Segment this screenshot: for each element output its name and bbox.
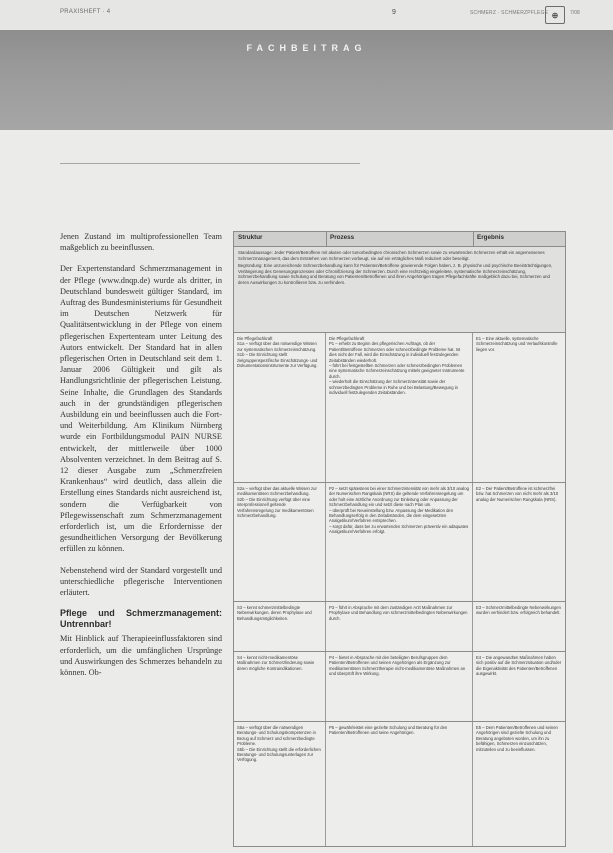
cell-prozess: P4 – bietet in Absprache mit den beteiligten Berufsgruppen dem Patienten/Betroffenen und seinen Angehörigen als Ergänzung zur medikamentösen Schmerztherapie nicht-medikamentöse Maßnahmen an und überprüft ihre Wirkung. xyxy=(326,652,473,721)
paragraph: Nebenstehend wird der Standard vorgestellt und unterschiedliche pflegerische Interventionen erläutert. xyxy=(60,565,222,598)
publisher-logo-icon: ⊕ xyxy=(545,6,565,24)
table-row xyxy=(234,652,565,722)
cell-struktur: S2a – verfügt über das aktuelle Wissen zur medikamentösen Schmerzbehandlung. S2b – Die Einrichtung verfügt über eine interprofessionell geltende Verfahrensregelung zur medikamentösen Schmerzbehandlung. xyxy=(234,483,326,601)
cell-ergebnis: E5 – Dem Patienten/Betroffenen und seinen Angehörigen sind gezielte Schulung und Beratung angeboten worden, um ihn zu befähigen, Schmerzen einzuschätzen, mitzuteilen und zu beeinflussen. xyxy=(476,725,558,752)
cell-ergebnis: E2 – Der Patient/Betroffene ist schmerzfrei bzw. hat Schmerzen von nicht mehr als 3/10 analog der Numerischen Rangskala (NRS). xyxy=(476,486,559,502)
table-header xyxy=(234,232,565,247)
cell-ergebnis: E1 – Eine aktuelle, systematische Schmerzeinschätzung und Verlaufskontrolle liegen vor. xyxy=(476,336,558,352)
column-header-struktur: Struktur xyxy=(238,234,263,241)
column-header-prozess: Prozess xyxy=(330,234,355,241)
cell-prozess: P3 – führt in Absprache mit dem zuständigen Arzt Maßnahmen zur Prophylaxe und Behandlung von schmerzmittelbedingten Nebenwirkungen durch. xyxy=(326,602,473,651)
table-row xyxy=(234,602,565,652)
cell-prozess: P5 – gewährleistet eine gezielte Schulung und Beratung für den Patienten/Betroffenen und seine Angehörigen. xyxy=(326,722,473,846)
cell-ergebnis: E4 – Die angewandten Maßnahmen haben sich positiv auf die Schmerzsituation und/oder die Eigenaktivität des Patienten/Betroffenen ausgewirkt. xyxy=(476,655,562,677)
cell-prozess: Die Pflegefachkraft P1 – erhebt zu Beginn des pflegerischen Auftrags, ob der Patient/Betroffene Schmerzen oder schmerzbedingte Probleme hat. Ist dies nicht der Fall, wird die Einschätzung in individuell festzulegenden Zeitabständen wiederholt. – führt bei festgestellten Schmerzen oder schmerzbedingten Problemen eine systematische Schmerzeinschätzung mittels geeigneter Instrumente durch. – wiederholt die Einschätzung der Schmerzintensität sowie der schmerzbedingten Probleme in Ruhe und bei Belastung/Bewegung in individuell festzulegenden Zeitabständen. xyxy=(326,333,473,482)
cell-struktur: S5a – verfügt über die notwendigen Beratungs- und Schulungskompetenzen in Bezug auf Schmerz und schmerzbedingte Probleme. S5b – Die Einrichtung stellt die erforderlichen Beratungs- und Schulungsunterlagen zur Verfügung. xyxy=(234,722,326,846)
cell-struktur: Die Pflegefachkraft S1a – verfügt über das notwendige Wissen zur systematischen Schmerzeinschätzung. S1b – Die Einrichtung stellt zielgruppenspezifische Einschätzungs- und Dokumentationsinstrumente zur Verfügung. xyxy=(234,333,326,482)
cell-struktur: S4 – kennt nicht-medikamentöse Maßnahmen zur Schmerzlinderung sowie deren mögliche Kontraindikationen. xyxy=(234,652,326,721)
column-divider xyxy=(326,232,327,246)
journal-issue: PRAXISHEFT · 4 xyxy=(60,9,111,15)
table-row xyxy=(234,722,565,846)
section-label: SCHMERZ · SCHMERZPFLEGE xyxy=(470,10,549,16)
paragraph: Jenen Zustand im multiprofessionellen Team maßgeblich zu beeinflussen. xyxy=(60,232,222,253)
standard-definition xyxy=(234,247,565,333)
table-row xyxy=(234,483,565,602)
standard-statement: Standardaussage: Jeder Patient/Betroffene mit akuten oder tumorbedingten chronischen Schmerzen sowie zu erwartenden Schmerzen erhält ein angemessenes Schmerzmanagement, das dem Entstehen von Schmerzen vorbeugt, sie auf ein erträgliches Maß reduziert oder beseitigt. xyxy=(238,250,545,261)
cell-ergebnis: E3 – Schmerzmittelbedingte Nebenwirkungen wurden verhindert bzw. erfolgreich behandelt. xyxy=(476,605,561,616)
column-header-ergebnis: Ergebnis xyxy=(477,234,504,241)
issue-code: 7/08 xyxy=(570,10,580,16)
standard-rationale: Begründung: Eine unzureichende Schmerzbehandlung kann für Patienten/Betroffene gravierende Folgen haben, z. B. physische und psychische Beeinträchtigungen, Verlängerung des Genesungsprozesses oder Chronifizierung der Schmerzen. Durch eine rechtzeitig eingeleitete, systematische Schmerzeinschätzung, Schmerzbehandlung sowie Schulung und Beratung von Patienten/Betroffenen und ihren Angehörigen tragen Pflegefachkräfte maßgeblich dazu bei, Schmerzen und deren Auswirkungen zu kontrollieren bzw. zu verhindern. xyxy=(238,263,553,285)
paragraph: Mit Hinblick auf Therapieeinflussfaktoren sind erforderlich, um die umfänglichen Ursprünge und Auswirkungen des Schmerzes behandeln zu können. Ob- xyxy=(60,634,222,677)
band-title: FACHBEITRAG xyxy=(246,43,367,53)
article-body xyxy=(60,231,222,688)
divider xyxy=(60,163,360,164)
page-number: 9 xyxy=(392,9,396,16)
standard-table xyxy=(233,231,566,847)
paragraph: Der Expertenstandard Schmerzmanagement in der Pflege (www.dnqp.de) wurde als dritter, in Deutschland bundesweit gültiger Standard, im Auftrag des Bundesministeriums für Gesundheit im Deutschen Netzwerk für Qualitätsentwicklung in der Pflege von einem pflegerischen Expertenteam unter Leitung des Autors entwickelt. Der Standard hat in allen pflegerischen Orten in Deutschland seit dem 1. Januar 2006 Gültigkeit und gilt als Handlungsrichtlinie der pflegerischen Leistung. Seine Inhalte, die Grundlagen des Standards auch in der grundständigen pflegerischen Ausbildung ein und beeinflussen auch die Fort- und Weiterbildung. Am Klinikum Nürnberg wurde ein Fortbildungsmodul PAIN NURSE entwickelt, der mittlerweile über 1000 Absolventen verzeichnet. In dem Beitrag auf S. 12 dieser Ausgabe zum „Schmerzfreien Krankenhaus“ wird deutlich, dass allein die Erstellung eines Standards nicht ausreichend ist, sondern die Verfügbarkeit von Pflegewissenschaft zum Schmerzmanagement erforderlich ist, um die Erfordernisse der gesundheitlichen Versorgung der Bevölkerung erfüllen zu können. xyxy=(60,264,222,554)
section-heading: Pflege und Schmerzmanagement: Untrennbar! xyxy=(60,608,222,630)
table-row xyxy=(234,333,565,483)
column-divider xyxy=(473,232,474,246)
cell-struktur: S3 – kennt schmerzmittelbedingte Nebenwirkungen, deren Prophylaxe und Behandlungsmöglichkeiten. xyxy=(234,602,326,651)
page-header xyxy=(0,0,613,31)
cell-prozess: P2 – setzt spätestens bei einer Schmerzintensität von mehr als 3/10 analog der Numerischen Rangskala (NRS) die geltende Verfahrensregelung um oder holt eine ärztliche Anordnung zur Einleitung oder Anpassung der Schmerzbehandlung ein und setzt diese nach Plan um. – überprüft bei Neueinstellung bzw. Anpassung der Medikation den Behandlungserfolg in den Zeitabständen, die dem eingesetzten Analgetikum/Verfahren entsprechen. – sorgt dafür, dass bei zu erwartenden Schmerzen präventiv ein adäquates Analgetikum/Verfahren erfolgt. xyxy=(326,483,473,601)
